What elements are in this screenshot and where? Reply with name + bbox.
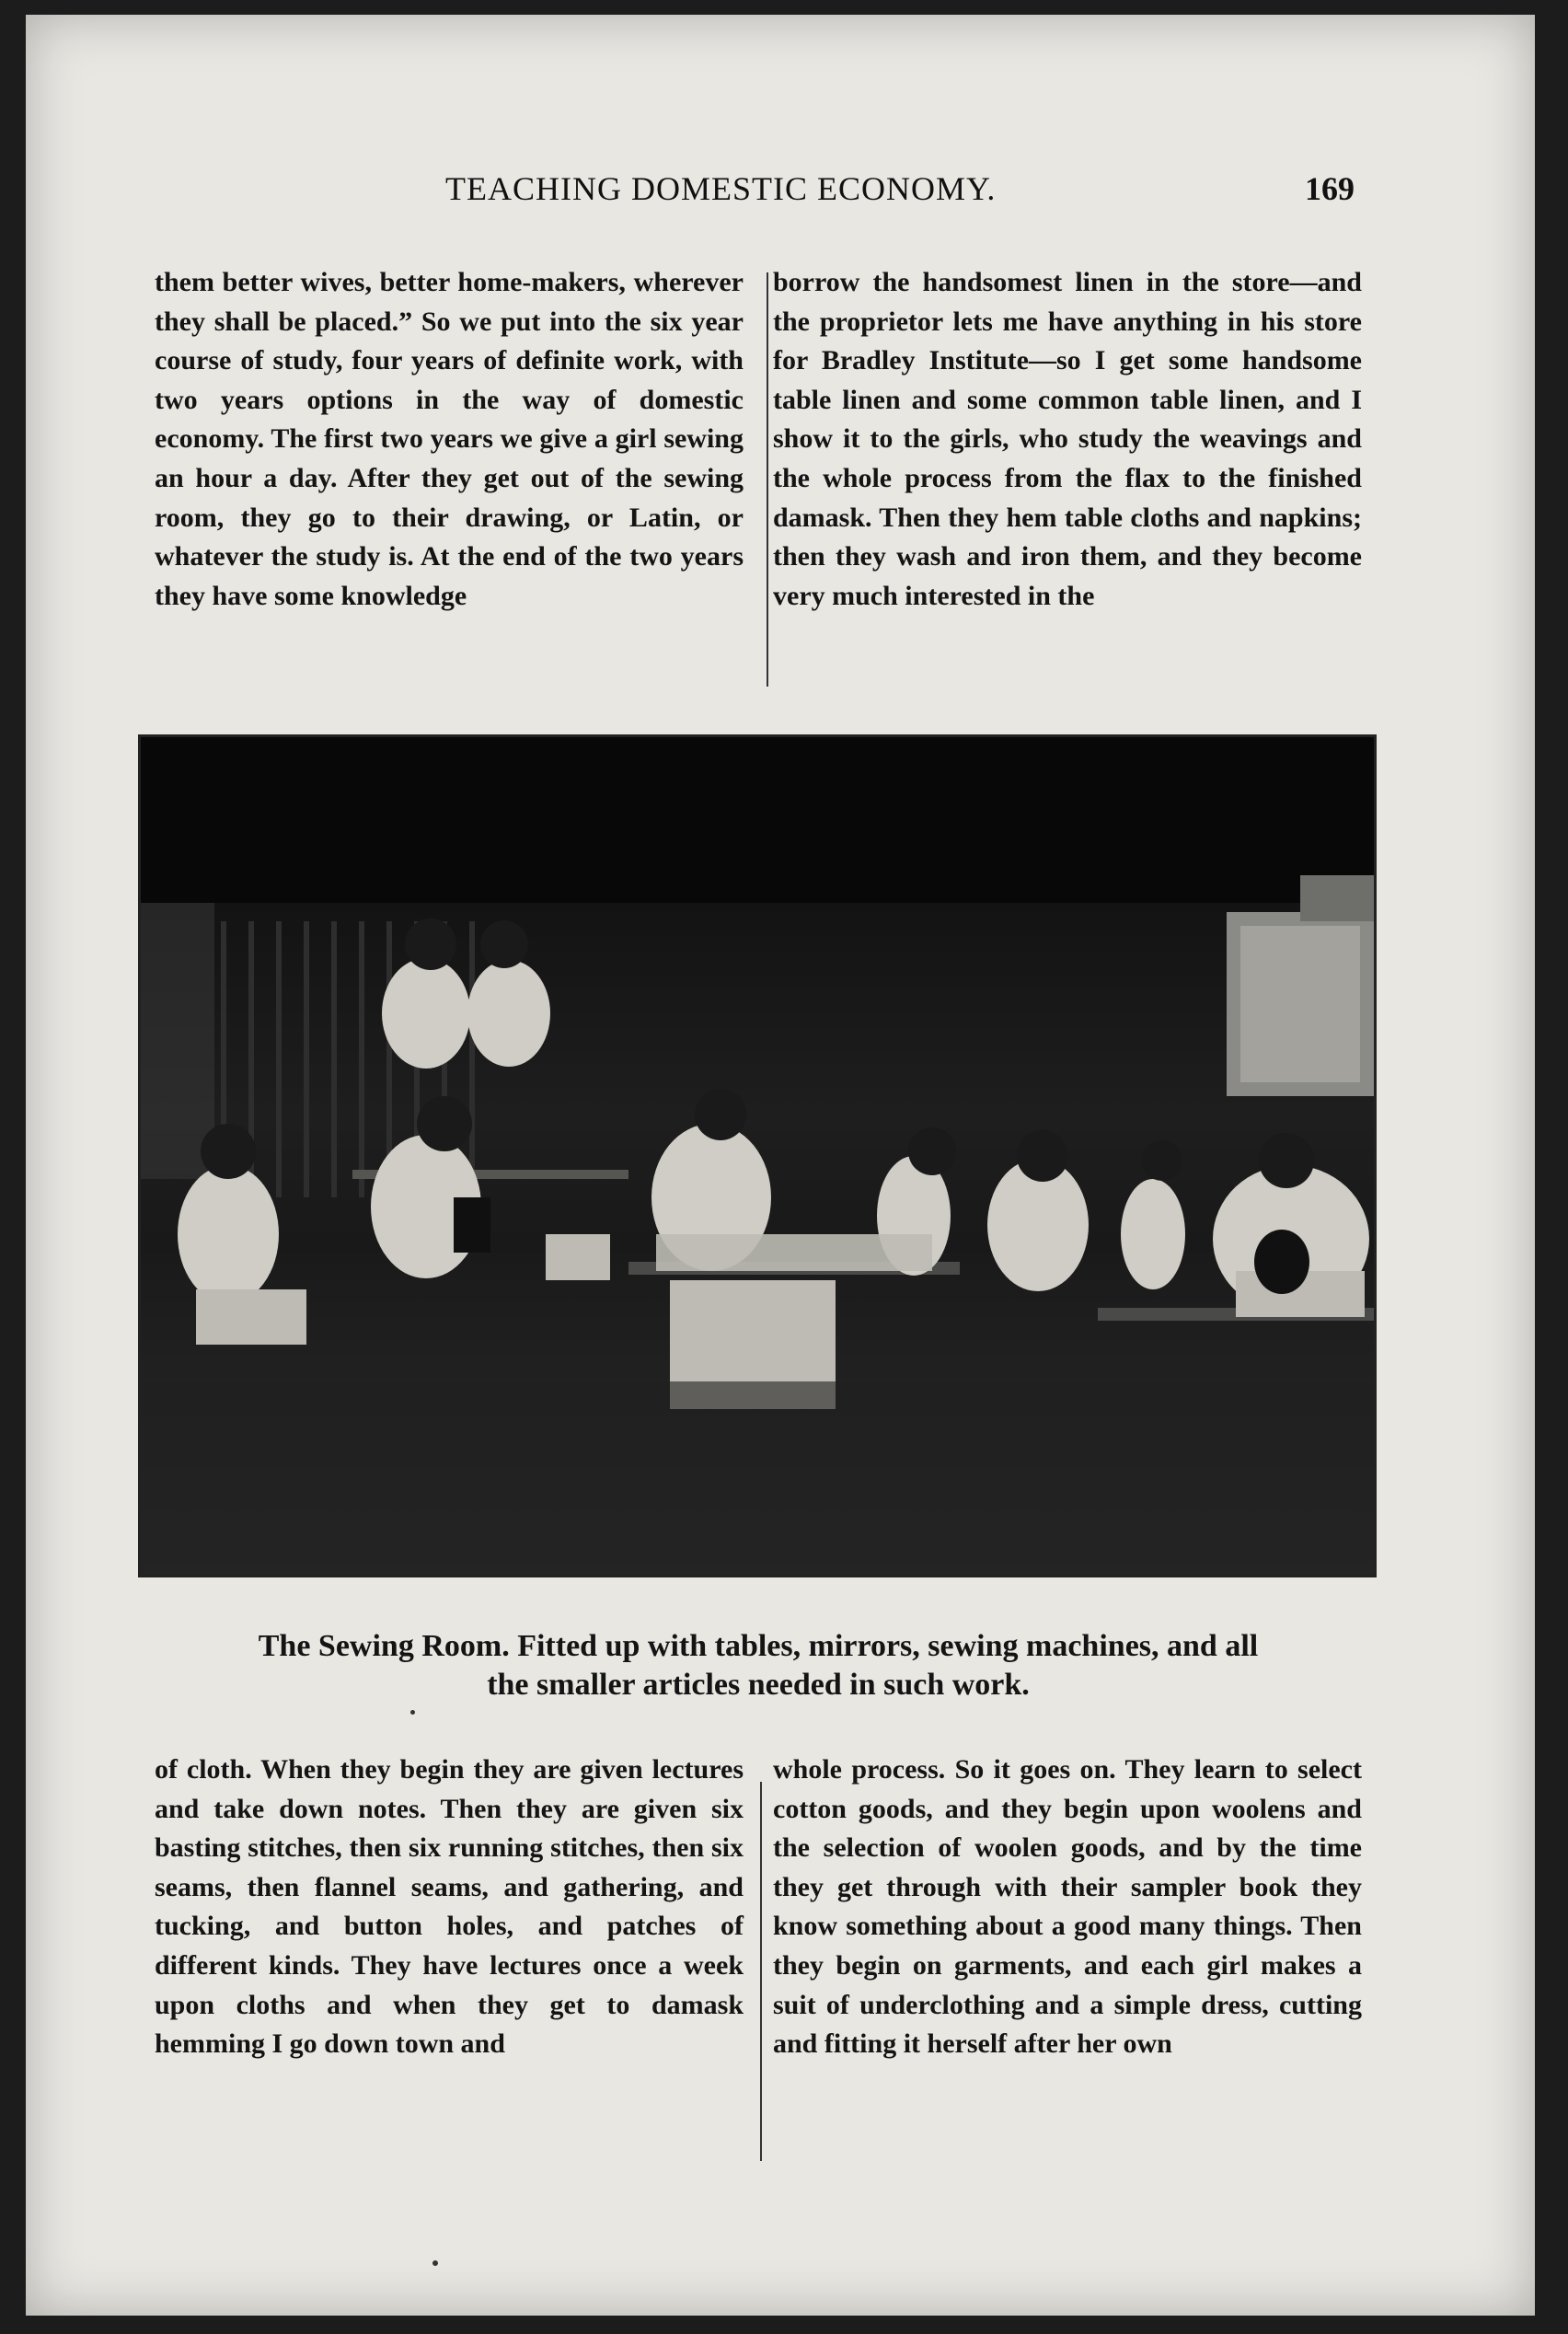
text-columns-bottom [155,1750,1362,2064]
text-columns-top [155,263,1362,616]
column-bottom-left: of cloth. When they begin they are given lectures and take down notes. Then they are given six basting stitches, then six running stitches, then six seams, then flannel seams, and gathering, and tucking, and button holes, and patches of different kinds. They have lectures once a week upon cloths and when they get to damask hemming I go down town and [155,1754,744,2060]
page-header [26,169,1535,225]
print-speck [410,1710,415,1715]
page-number: 169 [1305,170,1355,207]
caption-line-1: The Sewing Room. Fitted up with tables, mirrors, sewing machines, and all [258,1629,1259,1663]
book-page [26,15,1535,2316]
column-rule-top [767,272,768,687]
sewing-room-photograph [138,734,1377,1577]
caption-line-2: the smaller articles needed in such work. [487,1668,1030,1702]
running-head: TEACHING DOMESTIC ECONOMY. [445,170,997,207]
photo-illustration [141,737,1374,1575]
column-rule-bottom [760,1782,762,2161]
column-top-right: borrow the handsomest linen in the store—and the proprietor lets me have anything in his store for Bradley Institute—so I get some handsome table linen and some common table linen, and I show it to the girls, who study the weavings and the whole process from the flax to the finished damask. Then they hem table cloths and napkins; then they wash and iron them, and they become very much interested in the [773,267,1362,611]
column-bottom-right: whole process. So it goes on. They learn to select cotton goods, and they begin upon woolens and the selection of woolen goods, and by the time they get through with their sampler book they know something about a good many things. Then they begin on garments, and each girl makes a suit of underclothing and a simple dress, cutting and fitting it herself after her own [773,1754,1362,2060]
figure-caption [155,1627,1362,1704]
print-speck [432,2260,438,2266]
column-top-left: them better wives, better home-makers, wherever they shall be placed.” So we put into the six year course of study, four years of definite work, with two years options in the way of domestic economy. The first two years we give a girl sewing an hour a day. After they get out of the sewing room, they go to their drawing, or Latin, or whatever the study is. At the end of the two years they have some knowledge [155,267,744,611]
